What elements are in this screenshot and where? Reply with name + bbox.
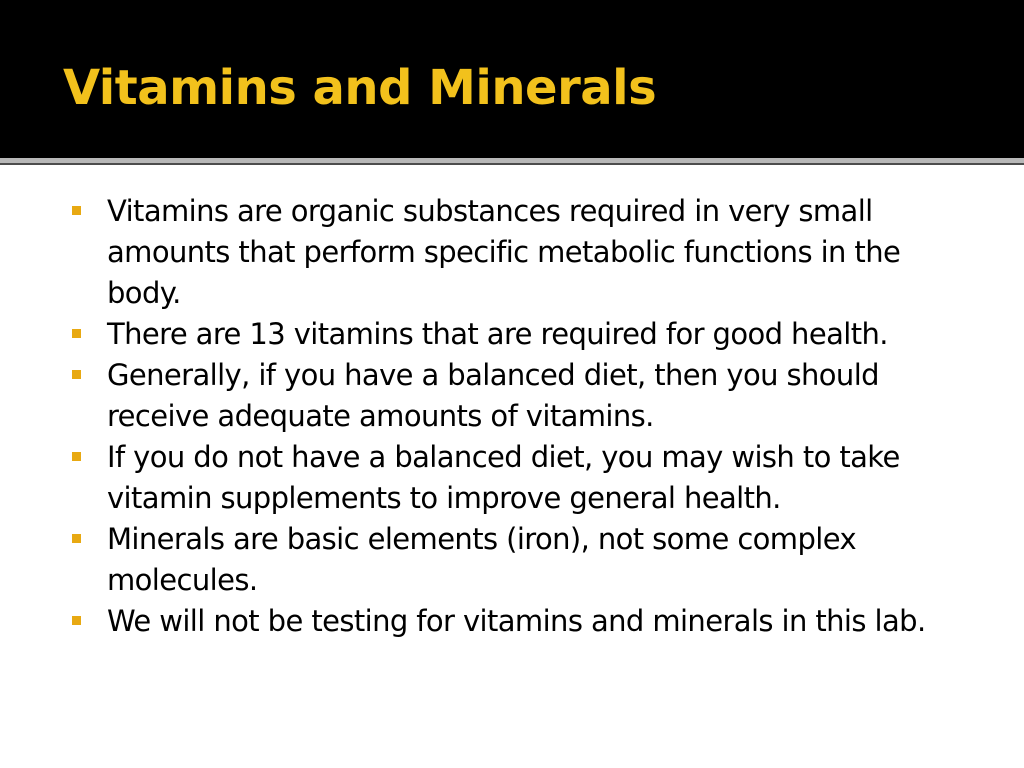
- square-bullet-icon: [72, 370, 81, 379]
- slide-title: Vitamins and Minerals: [63, 60, 657, 116]
- square-bullet-icon: [72, 329, 81, 338]
- title-band: [0, 0, 1024, 158]
- square-bullet-icon: [72, 206, 81, 215]
- bullet-text: If you do not have a balanced diet, you may wish to take vitamin supplements to improve general health.: [107, 440, 900, 515]
- bullet-text: We will not be testing for vitamins and minerals in this lab.: [107, 604, 926, 638]
- bullet-list: [72, 191, 972, 642]
- bullet-item: [72, 355, 972, 437]
- square-bullet-icon: [72, 534, 81, 543]
- bullet-text: Vitamins are organic substances required in very small amounts that perform specific metabolic functions in the body.: [107, 194, 901, 310]
- bullet-item: [72, 601, 972, 642]
- bullet-item: [72, 314, 972, 355]
- square-bullet-icon: [72, 616, 81, 625]
- title-divider-shadow: [0, 163, 1024, 165]
- bullet-text: There are 13 vitamins that are required for good health.: [107, 317, 888, 351]
- bullet-text: Minerals are basic elements (iron), not some complex molecules.: [107, 522, 857, 597]
- square-bullet-icon: [72, 452, 81, 461]
- bullet-item: [72, 191, 972, 314]
- bullet-item: [72, 519, 972, 601]
- bullet-text: Generally, if you have a balanced diet, then you should receive adequate amounts of vitamins.: [107, 358, 879, 433]
- bullet-item: [72, 437, 972, 519]
